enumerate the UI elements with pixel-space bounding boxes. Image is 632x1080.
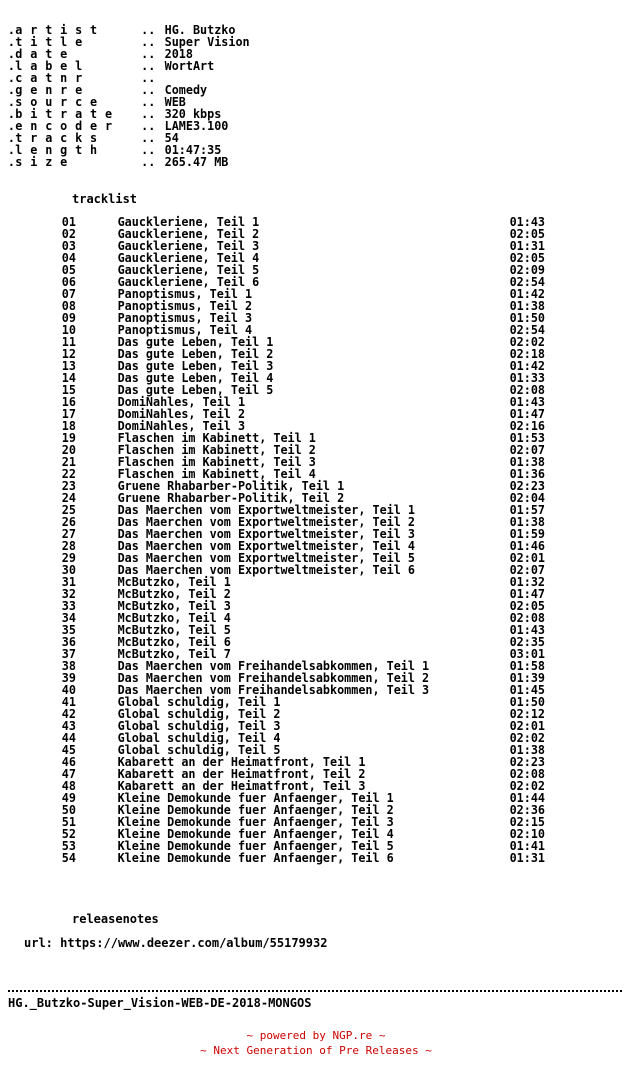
track-number: 22 bbox=[61, 467, 76, 481]
track-title: Das Maerchen vom Exportweltmeister, Teil 1 bbox=[117, 503, 415, 517]
track-title: McButzko, Teil 3 bbox=[117, 599, 231, 613]
track-duration: 01:50 bbox=[509, 695, 546, 709]
track-duration: 01:38 bbox=[509, 299, 546, 313]
tracklist-heading: tracklist bbox=[72, 192, 138, 206]
info-value: 01:47:35 bbox=[164, 143, 222, 157]
track-number: 29 bbox=[61, 551, 76, 565]
track-title: Flaschen im Kabinett, Teil 2 bbox=[117, 443, 316, 457]
track-duration: 02:07 bbox=[509, 563, 546, 577]
track-title: McButzko, Teil 2 bbox=[117, 587, 231, 601]
track-duration: 01:32 bbox=[509, 575, 546, 589]
track-duration: 01:33 bbox=[509, 371, 546, 385]
track-number: 01 bbox=[61, 215, 76, 229]
track-title: Kabarett an der Heimatfront, Teil 3 bbox=[117, 779, 366, 793]
track-number: 31 bbox=[61, 575, 76, 589]
track-number: 24 bbox=[61, 491, 76, 505]
track-title: Kleine Demokunde fuer Anfaenger, Teil 1 bbox=[117, 791, 394, 805]
track-number: 37 bbox=[61, 647, 76, 661]
track-number: 16 bbox=[61, 395, 76, 409]
track-number: 28 bbox=[61, 539, 76, 553]
track-duration: 01:36 bbox=[509, 467, 546, 481]
releasenotes-heading: releasenotes bbox=[72, 912, 159, 926]
track-title: Global schuldig, Teil 1 bbox=[117, 695, 281, 709]
track-title: Kleine Demokunde fuer Anfaenger, Teil 5 bbox=[117, 839, 394, 853]
url-line bbox=[24, 936, 327, 950]
track-duration: 01:50 bbox=[509, 311, 546, 325]
track-duration: 01:43 bbox=[509, 623, 546, 637]
info-value: Comedy bbox=[164, 83, 208, 97]
track-title: Das gute Leben, Teil 2 bbox=[117, 347, 274, 361]
track-number: 42 bbox=[61, 707, 76, 721]
info-separator: .. bbox=[141, 35, 156, 49]
track-title: Kleine Demokunde fuer Anfaenger, Teil 6 bbox=[117, 851, 394, 865]
track-number: 27 bbox=[61, 527, 76, 541]
info-value: 265.47 MB bbox=[164, 155, 229, 169]
track-title: McButzko, Teil 6 bbox=[117, 635, 231, 649]
info-key: .s i z e bbox=[7, 155, 68, 169]
track-duration: 01:58 bbox=[509, 659, 546, 673]
track-number: 30 bbox=[61, 563, 76, 577]
track-number: 19 bbox=[61, 431, 76, 445]
track-duration: 02:05 bbox=[509, 599, 546, 613]
info-value: WortArt bbox=[164, 59, 215, 73]
track-duration: 02:04 bbox=[509, 491, 546, 505]
track-duration: 02:16 bbox=[509, 419, 546, 433]
track-number: 43 bbox=[61, 719, 76, 733]
track-title: McButzko, Teil 5 bbox=[117, 623, 231, 637]
track-number: 33 bbox=[61, 599, 76, 613]
track-title: Global schuldig, Teil 2 bbox=[117, 707, 281, 721]
track-title: Flaschen im Kabinett, Teil 1 bbox=[117, 431, 316, 445]
track-number: 09 bbox=[61, 311, 76, 325]
track-title: DomiNahles, Teil 1 bbox=[117, 395, 246, 409]
track-duration: 01:47 bbox=[509, 407, 546, 421]
info-key: .e n c o d e r bbox=[7, 119, 113, 133]
track-duration: 01:38 bbox=[509, 743, 546, 757]
info-value: 320 kbps bbox=[164, 107, 222, 121]
track-duration: 01:42 bbox=[509, 359, 546, 373]
track-duration: 01:44 bbox=[509, 791, 546, 805]
track-duration: 01:57 bbox=[509, 503, 546, 517]
track-number: 20 bbox=[61, 443, 76, 457]
info-separator: .. bbox=[141, 71, 156, 85]
track-number: 21 bbox=[61, 455, 76, 469]
track-title: McButzko, Teil 7 bbox=[117, 647, 231, 661]
track-title: Panoptismus, Teil 2 bbox=[117, 299, 253, 313]
track-title: Flaschen im Kabinett, Teil 3 bbox=[117, 455, 316, 469]
track-number: 48 bbox=[61, 779, 76, 793]
track-duration: 02:02 bbox=[509, 731, 546, 745]
info-separator: .. bbox=[141, 47, 156, 61]
track-title: Global schuldig, Teil 5 bbox=[117, 743, 281, 757]
track-duration: 02:54 bbox=[509, 323, 546, 337]
track-title: Global schuldig, Teil 4 bbox=[117, 731, 281, 745]
track-title: Gauckleriene, Teil 5 bbox=[117, 263, 260, 277]
track-number: 47 bbox=[61, 767, 76, 781]
release-name: HG._Butzko-Super_Vision-WEB-DE-2018-MONGOS bbox=[8, 996, 312, 1010]
track-number: 25 bbox=[61, 503, 76, 517]
track-title: Das Maerchen vom Freihandelsabkommen, Teil 1 bbox=[117, 659, 430, 673]
info-key: .g e n r e bbox=[7, 83, 83, 97]
track-number: 45 bbox=[61, 743, 76, 757]
track-duration: 02:09 bbox=[509, 263, 546, 277]
track-title: Gauckleriene, Teil 4 bbox=[117, 251, 260, 265]
track-title: Das Maerchen vom Exportweltmeister, Teil 6 bbox=[117, 563, 415, 577]
url-label: url: bbox=[24, 936, 53, 950]
track-duration: 01:43 bbox=[509, 215, 546, 229]
info-separator: .. bbox=[141, 107, 156, 121]
track-number: 02 bbox=[61, 227, 76, 241]
info-separator: .. bbox=[141, 23, 156, 37]
info-separator: .. bbox=[141, 131, 156, 145]
track-duration: 03:01 bbox=[509, 647, 546, 661]
track-title: McButzko, Teil 1 bbox=[117, 575, 231, 589]
info-separator: .. bbox=[141, 155, 156, 169]
track-title: Das gute Leben, Teil 3 bbox=[117, 359, 274, 373]
track-title: Das Maerchen vom Freihandelsabkommen, Teil 2 bbox=[117, 671, 430, 685]
track-duration: 01:59 bbox=[509, 527, 546, 541]
track-duration: 02:07 bbox=[509, 443, 546, 457]
info-value: Super Vision bbox=[164, 35, 250, 49]
track-title: Das Maerchen vom Exportweltmeister, Teil 2 bbox=[117, 515, 415, 529]
track-duration: 01:42 bbox=[509, 287, 546, 301]
info-separator: .. bbox=[141, 143, 156, 157]
track-title: Panoptismus, Teil 1 bbox=[117, 287, 253, 301]
info-key: .d a t e bbox=[7, 47, 68, 61]
track-title: DomiNahles, Teil 3 bbox=[117, 419, 246, 433]
track-duration: 01:47 bbox=[509, 587, 546, 601]
track-number: 03 bbox=[61, 239, 76, 253]
track-duration: 01:31 bbox=[509, 851, 546, 865]
track-title: Gauckleriene, Teil 2 bbox=[117, 227, 260, 241]
track-duration: 02:02 bbox=[509, 779, 546, 793]
info-value: 2018 bbox=[164, 47, 193, 61]
track-number: 12 bbox=[61, 347, 76, 361]
track-title: Gauckleriene, Teil 1 bbox=[117, 215, 260, 229]
track-duration: 02:08 bbox=[509, 767, 546, 781]
track-duration: 02:35 bbox=[509, 635, 546, 649]
track-number: 49 bbox=[61, 791, 76, 805]
footer-powered-by: ~ powered by NGP.re ~ bbox=[246, 1029, 386, 1042]
track-duration: 02:12 bbox=[509, 707, 546, 721]
track-duration: 02:18 bbox=[509, 347, 546, 361]
track-number: 08 bbox=[61, 299, 76, 313]
info-key: .l a b e l bbox=[7, 59, 83, 73]
track-title: Das Maerchen vom Freihandelsabkommen, Teil 3 bbox=[117, 683, 430, 697]
info-key: .s o u r c e bbox=[7, 95, 98, 109]
track-number: 34 bbox=[61, 611, 76, 625]
url-link[interactable]: https://www.deezer.com/album/55179932 bbox=[60, 936, 328, 950]
info-key: .l e n g t h bbox=[7, 143, 98, 157]
track-title: Gruene Rhabarber-Politik, Teil 2 bbox=[117, 491, 345, 505]
track-title: Das gute Leben, Teil 4 bbox=[117, 371, 274, 385]
track-number: 35 bbox=[61, 623, 76, 637]
info-key: .t r a c k s bbox=[7, 131, 98, 145]
track-number: 52 bbox=[61, 827, 76, 841]
info-key: .t i t l e bbox=[7, 35, 83, 49]
track-duration: 02:36 bbox=[509, 803, 546, 817]
track-number: 36 bbox=[61, 635, 76, 649]
track-title: Panoptismus, Teil 3 bbox=[117, 311, 253, 325]
info-value: WEB bbox=[164, 95, 186, 109]
info-value: HG. Butzko bbox=[164, 23, 236, 37]
track-duration: 02:02 bbox=[509, 335, 546, 349]
track-title: Global schuldig, Teil 3 bbox=[117, 719, 281, 733]
info-separator: .. bbox=[141, 119, 156, 133]
track-duration: 02:10 bbox=[509, 827, 546, 841]
track-duration: 01:43 bbox=[509, 395, 546, 409]
info-key: .c a t n r bbox=[7, 71, 83, 85]
track-number: 44 bbox=[61, 731, 76, 745]
track-duration: 02:08 bbox=[509, 611, 546, 625]
track-number: 23 bbox=[61, 479, 76, 493]
info-value: 54 bbox=[164, 131, 179, 145]
info-separator: .. bbox=[141, 59, 156, 73]
track-title: Das Maerchen vom Exportweltmeister, Teil 3 bbox=[117, 527, 415, 541]
track-title: Gruene Rhabarber-Politik, Teil 1 bbox=[117, 479, 345, 493]
track-duration: 01:38 bbox=[509, 515, 546, 529]
track-number: 46 bbox=[61, 755, 76, 769]
track-duration: 01:31 bbox=[509, 239, 546, 253]
track-duration: 02:08 bbox=[509, 383, 546, 397]
track-duration: 01:41 bbox=[509, 839, 546, 853]
track-number: 53 bbox=[61, 839, 76, 853]
track-duration: 01:39 bbox=[509, 671, 546, 685]
track-duration: 02:01 bbox=[509, 551, 546, 565]
track-number: 32 bbox=[61, 587, 76, 601]
info-key: .b i t r a t e bbox=[7, 107, 113, 121]
track-title: Flaschen im Kabinett, Teil 4 bbox=[117, 467, 316, 481]
track-number: 05 bbox=[61, 263, 76, 277]
track-number: 15 bbox=[61, 383, 76, 397]
track-number: 13 bbox=[61, 359, 76, 373]
track-title: Das Maerchen vom Exportweltmeister, Teil 5 bbox=[117, 551, 415, 565]
info-separator: .. bbox=[141, 83, 156, 97]
track-title: Kleine Demokunde fuer Anfaenger, Teil 2 bbox=[117, 803, 394, 817]
track-number: 51 bbox=[61, 815, 76, 829]
track-duration: 02:54 bbox=[509, 275, 546, 289]
track-duration: 01:46 bbox=[509, 539, 546, 553]
track-number: 41 bbox=[61, 695, 76, 709]
track-number: 17 bbox=[61, 407, 76, 421]
track-duration: 02:01 bbox=[509, 719, 546, 733]
track-duration: 02:23 bbox=[509, 755, 546, 769]
track-title: Kabarett an der Heimatfront, Teil 1 bbox=[117, 755, 366, 769]
track-title: Gauckleriene, Teil 6 bbox=[117, 275, 260, 289]
track-title: Kleine Demokunde fuer Anfaenger, Teil 4 bbox=[117, 827, 394, 841]
track-number: 38 bbox=[61, 659, 76, 673]
track-title: Kleine Demokunde fuer Anfaenger, Teil 3 bbox=[117, 815, 394, 829]
track-number: 39 bbox=[61, 671, 76, 685]
track-title: Gauckleriene, Teil 3 bbox=[117, 239, 260, 253]
track-number: 11 bbox=[61, 335, 76, 349]
info-separator: .. bbox=[141, 95, 156, 109]
track-number: 07 bbox=[61, 287, 76, 301]
track-number: 10 bbox=[61, 323, 76, 337]
info-key: .a r t i s t bbox=[7, 23, 98, 37]
track-number: 18 bbox=[61, 419, 76, 433]
track-duration: 02:05 bbox=[509, 227, 546, 241]
track-title: DomiNahles, Teil 2 bbox=[117, 407, 246, 421]
info-value: LAME3.100 bbox=[164, 119, 229, 133]
track-number: 04 bbox=[61, 251, 76, 265]
track-title: Das gute Leben, Teil 1 bbox=[117, 335, 274, 349]
track-number: 14 bbox=[61, 371, 76, 385]
track-duration: 02:23 bbox=[509, 479, 546, 493]
track-duration: 01:45 bbox=[509, 683, 546, 697]
track-title: Panoptismus, Teil 4 bbox=[117, 323, 253, 337]
track-number: 54 bbox=[61, 851, 76, 865]
dotted-divider bbox=[8, 990, 622, 992]
track-duration: 02:15 bbox=[509, 815, 546, 829]
track-number: 40 bbox=[61, 683, 76, 697]
track-title: Kabarett an der Heimatfront, Teil 2 bbox=[117, 767, 366, 781]
track-duration: 01:38 bbox=[509, 455, 546, 469]
track-title: McButzko, Teil 4 bbox=[117, 611, 231, 625]
track-number: 26 bbox=[61, 515, 76, 529]
track-duration: 02:05 bbox=[509, 251, 546, 265]
track-title: Das gute Leben, Teil 5 bbox=[117, 383, 274, 397]
track-number: 06 bbox=[61, 275, 76, 289]
track-number: 50 bbox=[61, 803, 76, 817]
track-title: Das Maerchen vom Exportweltmeister, Teil 4 bbox=[117, 539, 415, 553]
footer-tagline: ~ Next Generation of Pre Releases ~ bbox=[200, 1044, 432, 1057]
track-duration: 01:53 bbox=[509, 431, 546, 445]
